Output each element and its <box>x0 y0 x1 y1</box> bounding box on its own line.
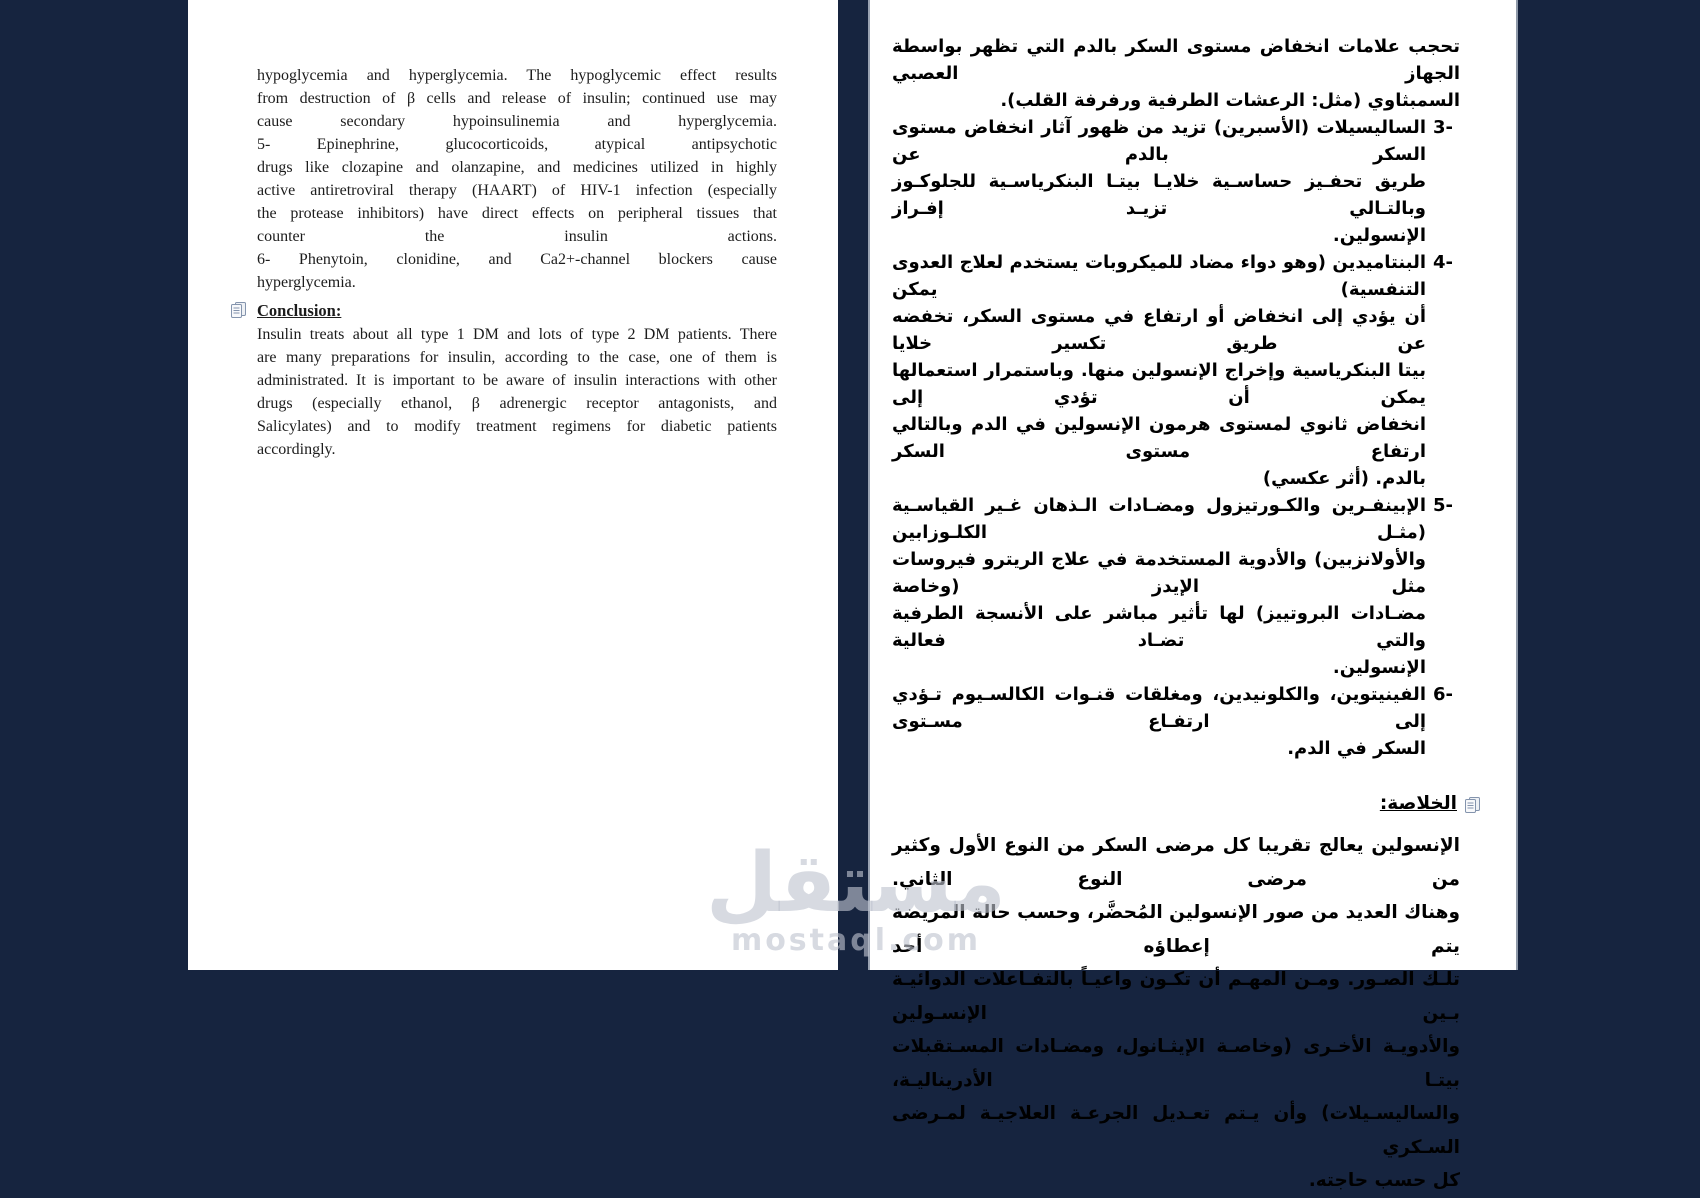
text-line: الإبينفـرين والكـورتيزول ومضـادات الـذهان غـير القياسـية (مثـل الكلـوزابين <box>892 495 1426 543</box>
text-line: الإنسولين. <box>1332 657 1426 678</box>
stacked-pages-icon <box>230 302 248 319</box>
text-line: the protease inhibitors) have direct effects on peripheral tissues that <box>257 205 777 222</box>
text-line: الساليسيلات (الأسبرين) تزيد من ظهور آثار انخفاض مستوى السكر بالدم عن <box>892 117 1426 165</box>
text-line: السكر في الدم. <box>1287 738 1426 759</box>
text-line: hyperglycemia. <box>257 274 356 291</box>
summary-heading-row <box>892 790 1482 817</box>
text-line: drugs (especially ethanol, β adrenergic receptor antagonists, and <box>257 395 777 412</box>
numbered-item <box>892 492 1460 681</box>
english-text-block <box>188 0 838 461</box>
text-line: are many preparations for insulin, according to the case, one of them is <box>257 349 777 366</box>
text-line: البنتاميدين (وهو دواء مضاد للميكروبات يستخدم لعلاج العدوى التنفسية) يمكن <box>892 252 1426 300</box>
item-lines <box>892 492 1426 681</box>
numbered-item <box>892 249 1460 492</box>
text-line: 5- Epinephrine, glucocorticoids, atypical antipsychotic <box>257 136 777 153</box>
left-page-english <box>188 0 838 970</box>
item-lines <box>892 681 1426 762</box>
text-line: مضـادات البروتييز) لها تأثير مباشر على الأنسجة الطرفية والتي تضـاد فعالية <box>892 603 1426 651</box>
text-line: بيتا البنكرياسية وإخراج الإنسولين منها. وباستمرار استعمالها يمكن أن تؤدي إلى <box>892 360 1426 408</box>
text-line: وهناك العديد من صور الإنسولين المُحضَّر، وحسب حالة المريضة يتم إعطاؤه أحد <box>892 902 1460 957</box>
text-line: الإنسولين. <box>1332 225 1426 246</box>
numbered-item <box>892 114 1460 249</box>
arabic-intro-lines <box>892 33 1460 114</box>
item-number: 4- <box>1433 252 1453 273</box>
text-line: انخفاض ثانوي لمستوى هرمون الإنسولين في الدم وبالتالي ارتفاع مستوى السكر <box>892 414 1426 462</box>
text-line: طريق تحفـيز حساسـية خلايـا بيتـا البنكرياسـية للجلوكـوز وبالتـالي تزيـد إفـراز <box>892 171 1426 219</box>
english-body-lines <box>257 64 777 294</box>
text-line: accordingly. <box>257 441 336 458</box>
numbered-item <box>892 681 1460 762</box>
conclusion-heading-row <box>257 299 777 323</box>
text-line: Insulin treats about all type 1 DM and lots of type 2 DM patients. There <box>257 326 777 343</box>
item-number: 5- <box>1433 495 1453 516</box>
arabic-text-block <box>870 0 1516 1198</box>
text-line: تلـك الصـور. ومـن المهـم أن تكـون واعيـاً بالتفـاعلات الدوائيـة بـين الإنسـولين <box>892 969 1460 1024</box>
watermark-domain: mostaql.com <box>730 923 982 959</box>
text-line: Salicylates) and to modify treatment regimens for diabetic patients <box>257 418 777 435</box>
text-line: from destruction of β cells and release of insulin; continued use may <box>257 90 777 107</box>
text-line: active antiretroviral therapy (HAART) of HIV-1 infection (especially <box>257 182 777 199</box>
english-conclusion-lines <box>257 323 777 461</box>
text-line: كل حسب حاجته. <box>1308 1170 1460 1191</box>
text-line: الإنسولين يعالج تقريبا كل مرضى السكر من النوع الأول وكثير من مرضى النوع الثاني. <box>892 835 1460 890</box>
text-line: أن يؤدي إلى انخفاض أو ارتفاع في مستوى السكر، تخفضه عن طريق تكسير خلايا <box>892 306 1426 354</box>
item-lines <box>892 114 1426 249</box>
text-line: drugs like clozapine and olanzapine, and medicines utilized in highly <box>257 159 777 176</box>
text-line: بالدم. (أثر عكسي) <box>1262 468 1426 489</box>
text-line: تحجب علامات انخفاض مستوى السكر بالدم التي تظهر بواسطة الجهاز العصبي <box>892 36 1460 84</box>
text-line: السمبثاوي (مثل: الرعشات الطرفية ورفرفة القلب). <box>1000 90 1460 111</box>
text-line: cause secondary hypoinsulinemia and hyperglycemia. <box>257 113 777 130</box>
item-number: 6- <box>1433 684 1453 705</box>
right-page-arabic <box>868 0 1518 1191</box>
conclusion-heading: Conclusion: <box>257 301 342 320</box>
text-line: والأدويـة الأخـرى (وخاصـة الإيثـانول، ومضـادات المسـتقبلات بيتـا الأدريناليـة، <box>892 1036 1460 1091</box>
stacked-pages-icon <box>1464 795 1482 812</box>
text-line: counter the insulin actions. <box>257 228 777 245</box>
text-line: والساليسـيلات) وأن يـتم تعـديل الجرعـة العلاجيـة لمـرضى السـكري <box>892 1103 1460 1158</box>
item-number: 3- <box>1433 117 1453 138</box>
text-line: الفينيتوين، والكلونيدين، ومغلقات قنـوات الكالسـيوم تـؤدي إلى ارتفـاع مسـتوى <box>892 684 1426 732</box>
text-line: والأولانزبين) والأدوية المستخدمة في علاج الريترو فيروسات مثل الإيدز (وخاصة <box>892 549 1426 597</box>
text-line: 6- Phenytoin, clonidine, and Ca2+-channel blockers cause <box>257 251 777 268</box>
watermark-logo-arabic: مستقل <box>706 836 1006 931</box>
arabic-summary-lines <box>892 829 1460 1198</box>
text-line: administrated. It is important to be aware of insulin interactions with other <box>257 372 777 389</box>
summary-heading: الخلاصة: <box>1379 793 1457 814</box>
item-lines <box>892 249 1426 492</box>
text-line: hypoglycemia and hyperglycemia. The hypoglycemic effect results <box>257 67 777 84</box>
